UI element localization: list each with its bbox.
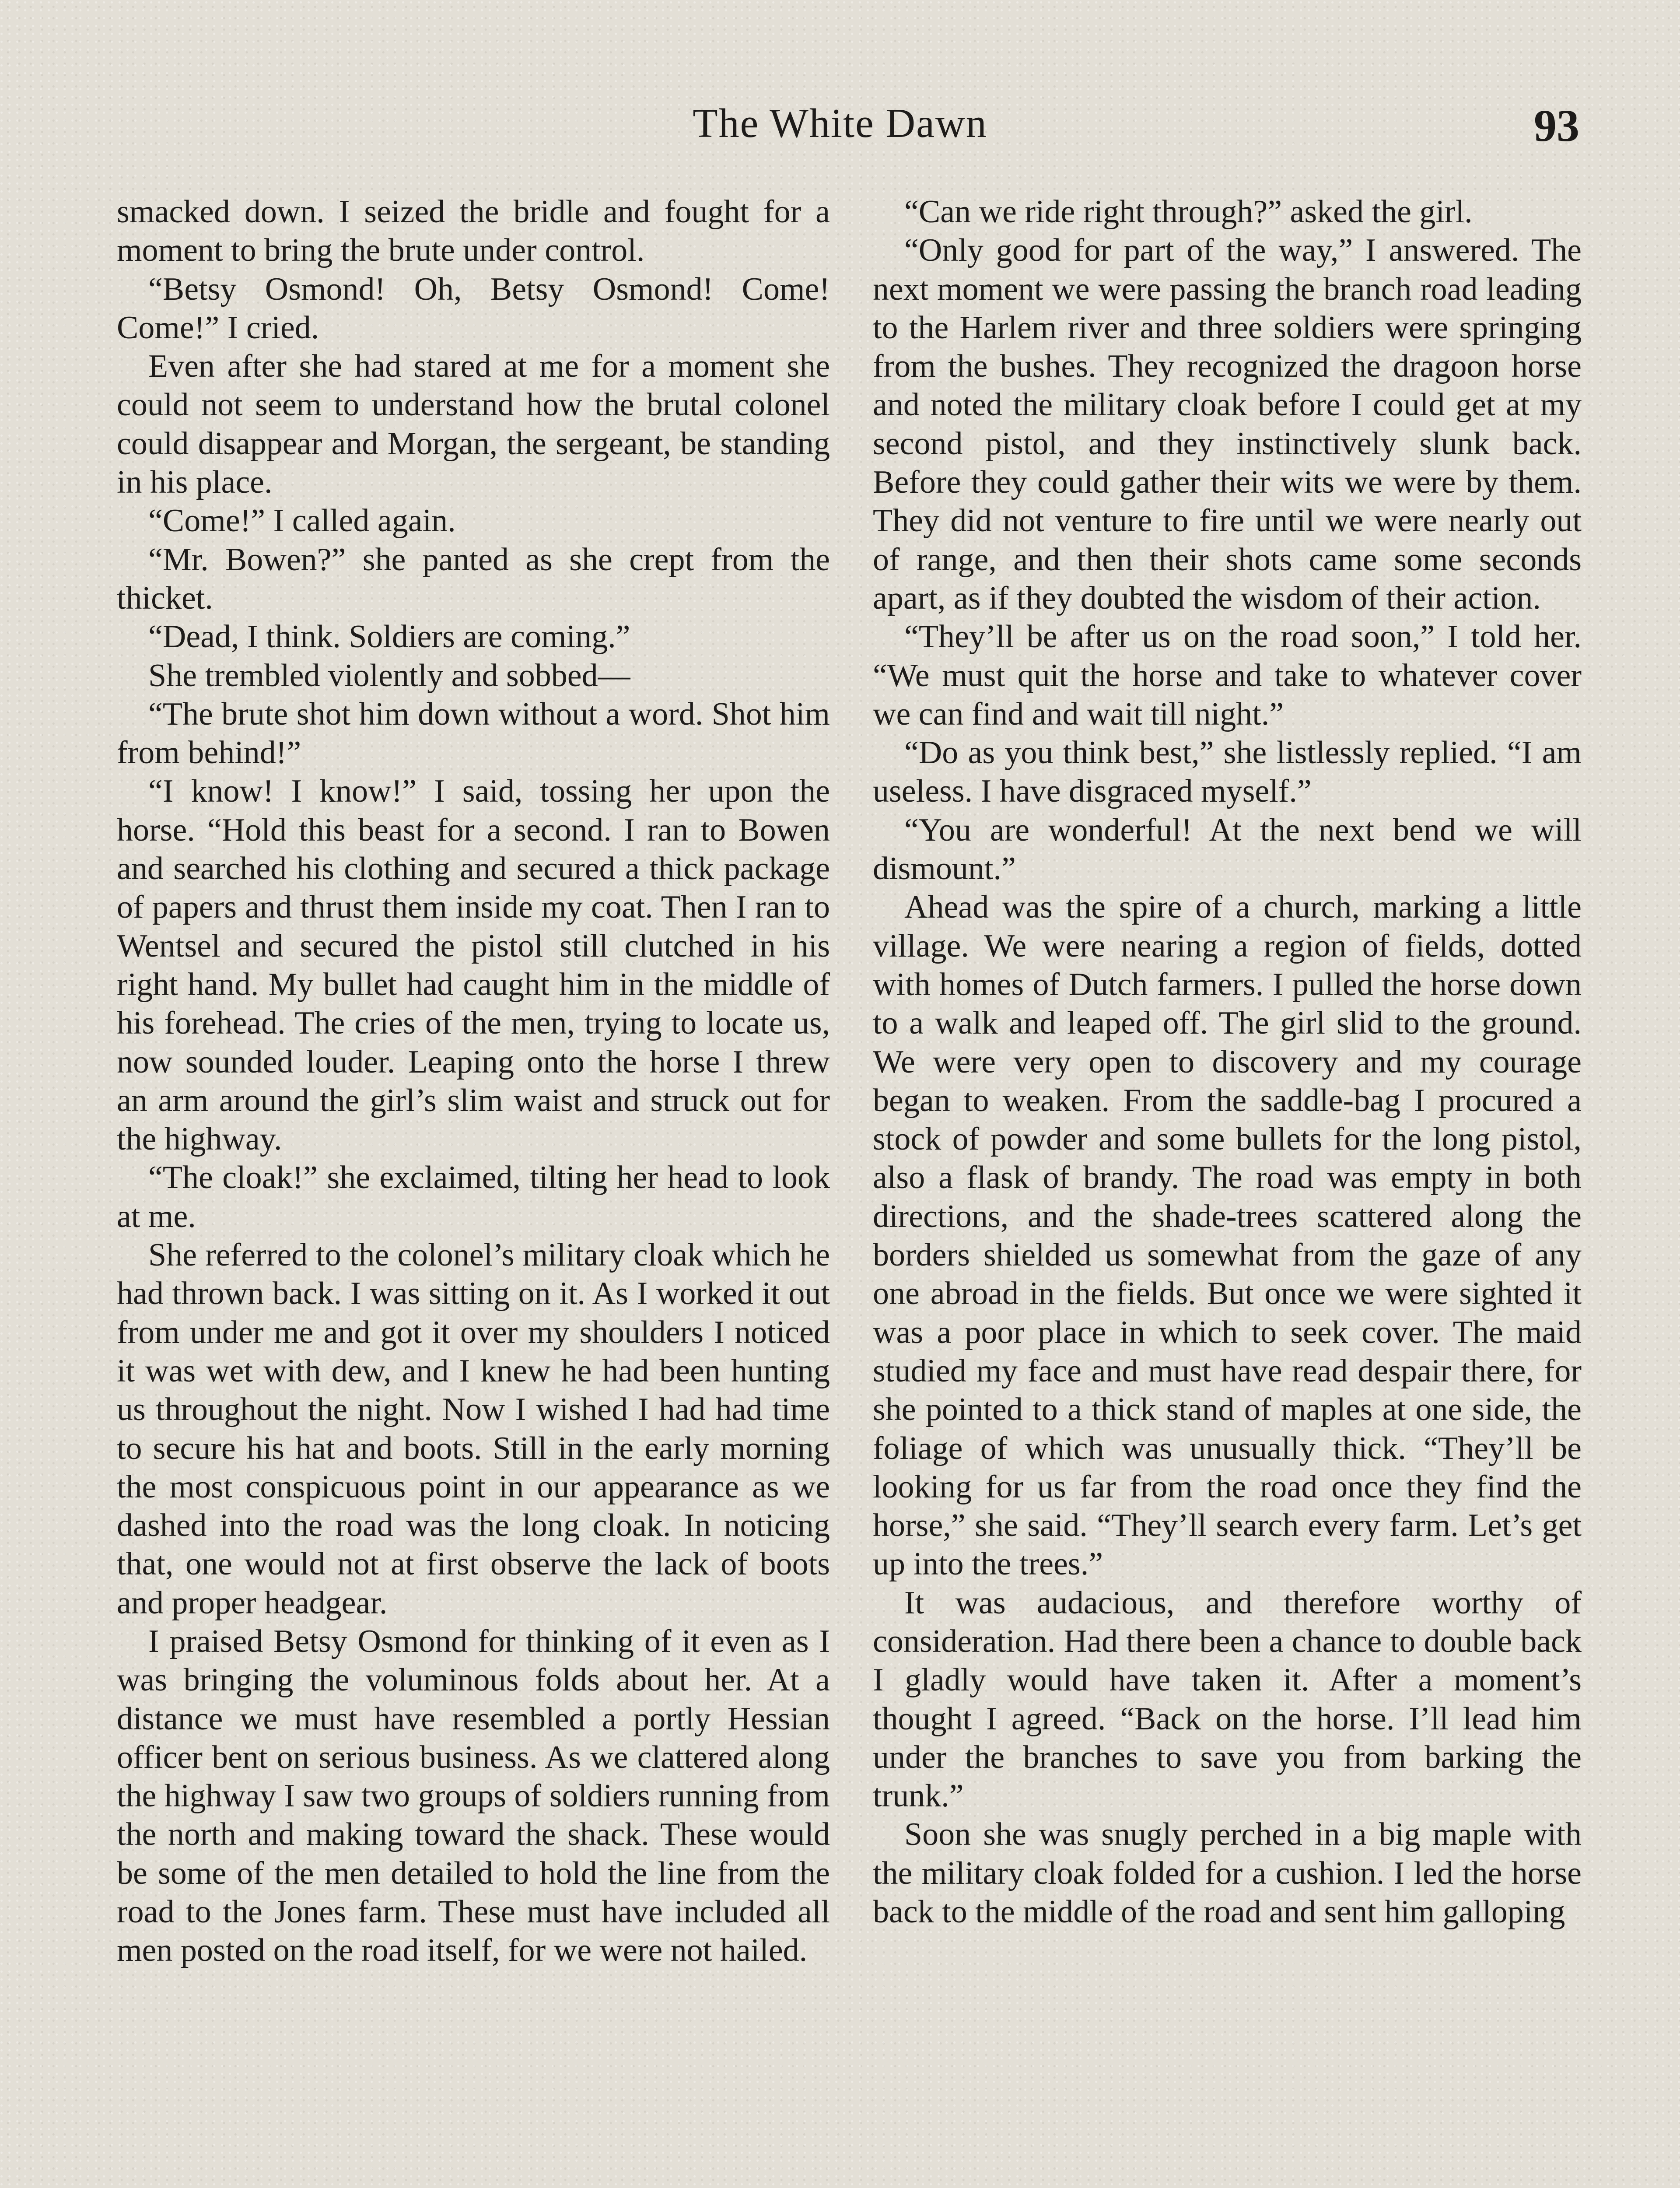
running-title: The White Dawn bbox=[693, 101, 987, 146]
paragraph: I praised Betsy Osmond for thinking of it even as I was bringing the voluminous folds about her. At a distance we must have resembled a portly Hessian officer bent on serious business. As we clattered along the highway I saw two groups of soldiers running from the north and making toward the shack. These would be some of the men detailed to hold the line from the road to the Jones farm. These must have included all men posted on the road itself, for we were not hailed. bbox=[117, 1623, 830, 1969]
paragraph: “You are wonderful! At the next bend we will dismount.” bbox=[873, 812, 1582, 887]
paragraph: “Do as you think best,” she listlessly replied. “I am useless. I have disgraced myself.” bbox=[873, 735, 1582, 810]
right-column bbox=[873, 193, 1582, 1931]
paragraph: “Betsy Osmond! Oh, Betsy Osmond! Come! Come!” I cried. bbox=[117, 271, 830, 346]
page-number: 93 bbox=[1534, 101, 1579, 151]
paragraph: “Can we ride right through?” asked the girl. bbox=[904, 194, 1473, 230]
paragraph: “Come!” I called again. bbox=[148, 503, 456, 539]
paragraph: She referred to the colonel’s military cloak which he had thrown back. I was sitting on it. As I worked it out from under me and got it over my shoulders I noticed it was wet with dew, and I knew he had been hunting us throughout the night. Now I wished I had had time to secure his hat and boots. Still in the early morning the most conspicuous point in our appearance as we dashed into the road was the long cloak. In noticing that, one would not at first observe the lack of boots and proper headgear. bbox=[117, 1237, 830, 1621]
paragraph: “Mr. Bowen?” she panted as she crept from the thicket. bbox=[117, 541, 830, 616]
paragraph: “I know! I know!” I said, tossing her upon the horse. “Hold this beast for a second. I ran to Bowen and searched his clothing and secured a thick package of papers and thrust them inside my coat. Then I ran to Wentsel and secured the pistol still clutched in his right hand. My bullet had caught him in the middle of his forehead. The cries of the men, trying to locate us, now sounded louder. Leaping onto the horse I threw an arm around the girl’s slim waist and struck out for the highway. bbox=[117, 773, 830, 1157]
paragraph: “The cloak!” she exclaimed, tilting her head to look at me. bbox=[117, 1160, 830, 1234]
paragraph: Ahead was the spire of a church, marking a little village. We were nearing a region of fields, dotted with homes of Dutch farmers. I pulled the horse down to a walk and leaped off. The girl slid to the ground. We were very open to discovery and my courage began to weaken. From the saddle-bag I procured a stock of powder and some bullets for the long pistol, also a flask of brandy. The road was empty in both directions, and the shade-trees scattered along the borders shielded us somewhat from the gaze of any one abroad in the fields. But once we were sighted it was a poor place in which to seek cover. The maid studied my face and must have read despair there, for she pointed to a thick stand of maples at one side, the foliage of which was unusually thick. “They’ll be looking for us far from the road once they find the horse,” she said. “They’ll search every farm. Let’s get up into the trees.” bbox=[873, 889, 1582, 1582]
paragraph: smacked down. I seized the bridle and fought for a moment to bring the brute under control. bbox=[117, 194, 830, 269]
paragraph: Soon she was snugly perched in a big maple with the military cloak folded for a cushion. I led the horse back to the middle of the road and sent him galloping bbox=[873, 1816, 1582, 1930]
paragraph: “The brute shot him down without a word. Shot him from behind!” bbox=[117, 696, 830, 771]
paragraph: “Only good for part of the way,” I answered. The next moment we were passing the branch road leading to the Harlem river and three soldiers were springing from the bushes. They recognized the dragoon horse and noted the military cloak before I could get at my second pistol, and they instinctively slunk back. Before they could gather their wits we were by them. They did not venture to fire until we were nearly out of range, and then their shots came some seconds apart, as if they doubted the wisdom of their action. bbox=[873, 232, 1582, 616]
paragraph: She trembled violently and sobbed— bbox=[148, 657, 630, 694]
paragraph: “Dead, I think. Soldiers are coming.” bbox=[148, 619, 630, 655]
paragraph: Even after she had stared at me for a moment she could not seem to understand how the brutal colonel could disappear and Morgan, the sergeant, be standing in his place. bbox=[117, 348, 830, 501]
paragraph: “They’ll be after us on the road soon,” I told her. “We must quit the horse and take to whatever cover we can find and wait till night.” bbox=[873, 619, 1582, 732]
page-header bbox=[0, 100, 1680, 157]
paragraph: It was audacious, and therefore worthy of consideration. Had there been a chance to double back I gladly would have taken it. After a moment’s thought I agreed. “Back on the horse. I’ll lead him under the branches to save you from barking the trunk.” bbox=[873, 1585, 1582, 1814]
left-column bbox=[117, 193, 830, 1970]
